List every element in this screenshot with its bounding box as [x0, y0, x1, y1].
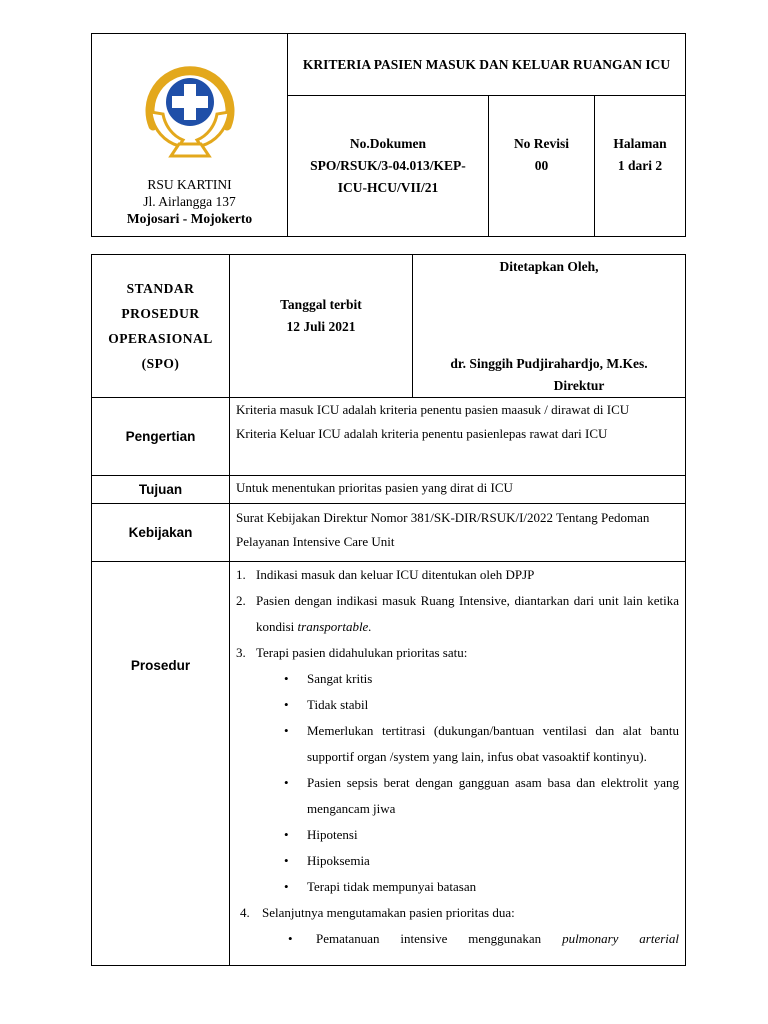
issued-cell	[230, 255, 413, 398]
bullet-item	[284, 848, 679, 874]
pengertian-content	[230, 398, 686, 476]
hospital-address-1: Jl. Airlangga 137	[143, 193, 236, 209]
bullet-item	[284, 666, 679, 692]
approval-cell	[413, 255, 686, 398]
list-item	[236, 900, 679, 926]
doc-number-line-1: SPO/RSUK/3-04.013/KEP-	[310, 158, 466, 173]
pengertian-text-1: Kriteria masuk ICU adalah kriteria penentu pasien maasuk / dirawat di ICU	[236, 402, 630, 417]
bullet-item	[284, 926, 679, 952]
prosedur-item-2	[256, 588, 679, 640]
hospital-logo	[135, 64, 245, 164]
page-label: Halaman	[613, 136, 667, 151]
bullet-text: Pasien sepsis berat dengan gangguan asam basa dan elektrolit yang mengancam jiwa	[307, 775, 679, 816]
revision-cell	[489, 96, 595, 237]
bullet-icon: •	[284, 723, 289, 738]
list-number: 2.	[236, 593, 246, 608]
spo-line-1: STANDAR	[126, 281, 195, 296]
bullet-text: Sangat kritis	[307, 671, 373, 686]
document-title: KRITERIA PASIEN MASUK DAN KELUAR RUANGAN ICU	[288, 34, 686, 96]
bullet-item	[284, 874, 679, 900]
prosedur-item-2-italic: transportable.	[297, 619, 372, 634]
approver-name: dr. Singgih Pudjirahardjo, M.Kes.	[450, 356, 648, 371]
bullet-item	[284, 770, 679, 822]
list-item	[236, 640, 679, 666]
hospital-address-2: Mojosari - Mojokerto	[126, 210, 253, 226]
kebijakan-text: Surat Kebijakan Direktur Nomor 381/SK-DIR/RSUK/I/2022 Tentang Pedoman Pelayanan Intensive Care Unit	[230, 504, 686, 562]
approved-by-label: Ditetapkan Oleh,	[499, 259, 599, 274]
prosedur-item-2-text: Pasien dengan indikasi masuk Ruang Intensive, diantarkan dari unit lain ketika kondisi	[256, 593, 679, 634]
bullet-icon: •	[284, 853, 289, 868]
bullet-icon: •	[284, 827, 289, 842]
bullet-text: Hipoksemia	[307, 853, 370, 868]
bullet-text: Terapi tidak mempunyai batasan	[307, 879, 477, 894]
prosedur-item-4: Selanjutnya mengutamakan pasien prioritas dua:	[262, 905, 515, 920]
list-number: 4.	[240, 905, 250, 920]
issued-date: 12 Juli 2021	[286, 319, 356, 334]
main-table	[91, 254, 686, 966]
bullet-icon: •	[284, 697, 289, 712]
doc-number-cell	[288, 96, 489, 237]
bullet-text: Memerlukan tertitrasi (dukungan/bantuan ventilasi dan alat bantu supportif organ /system yang lain, infus obat vasoaktif kontinyu).	[307, 723, 679, 764]
prosedur-content	[230, 562, 686, 966]
list-number: 3.	[236, 645, 246, 660]
prosedur-item-1: Indikasi masuk dan keluar ICU ditentukan oleh DPJP	[256, 567, 535, 582]
bullet-text	[316, 926, 679, 952]
doc-number-label: No.Dokumen	[349, 136, 427, 151]
bullet-text-italic: pulmonary arterial	[562, 931, 680, 946]
spo-line-4: (SPO)	[141, 356, 180, 371]
spo-title-cell	[92, 255, 230, 398]
bullet-item	[284, 822, 679, 848]
bullet-icon: •	[284, 775, 289, 790]
prosedur-label: Prosedur	[92, 562, 230, 966]
bullet-text: Tidak stabil	[307, 697, 369, 712]
bullet-item	[284, 692, 679, 718]
list-item	[236, 588, 679, 640]
page-cell	[595, 96, 686, 237]
header-table	[91, 33, 686, 237]
bullet-icon: •	[288, 931, 293, 946]
bullet-text-main: Pematanuan intensive menggunakan	[316, 931, 563, 946]
kebijakan-label: Kebijakan	[92, 504, 230, 562]
approver-role: Direktur	[553, 378, 605, 393]
tujuan-text: Untuk menentukan prioritas pasien yang dirat di ICU	[230, 476, 686, 504]
bullet-text: Hipotensi	[307, 827, 358, 842]
bullet-icon: •	[284, 879, 289, 894]
bullet-item	[284, 718, 679, 770]
spo-line-3: OPERASIONAL	[108, 331, 213, 346]
issued-label: Tanggal terbit	[280, 297, 362, 312]
list-number: 1.	[236, 567, 246, 582]
pengertian-label: Pengertian	[92, 398, 230, 476]
logo-cell	[92, 34, 288, 237]
hospital-name: RSU KARTINI	[147, 176, 232, 192]
page-value: 1 dari 2	[617, 158, 663, 173]
bullet-icon: •	[284, 671, 289, 686]
prosedur-item-3: Terapi pasien didahulukan prioritas satu:	[256, 645, 468, 660]
list-item	[236, 562, 679, 588]
revision-value: 00	[534, 158, 549, 173]
revision-label: No Revisi	[513, 136, 570, 151]
tujuan-label: Tujuan	[92, 476, 230, 504]
doc-number-line-2: ICU-HCU/VII/21	[337, 180, 439, 195]
spo-line-2: PROSEDUR	[121, 306, 200, 321]
pengertian-text-2: Kriteria Keluar ICU adalah kriteria penentu pasienlepas rawat dari ICU	[236, 426, 608, 441]
